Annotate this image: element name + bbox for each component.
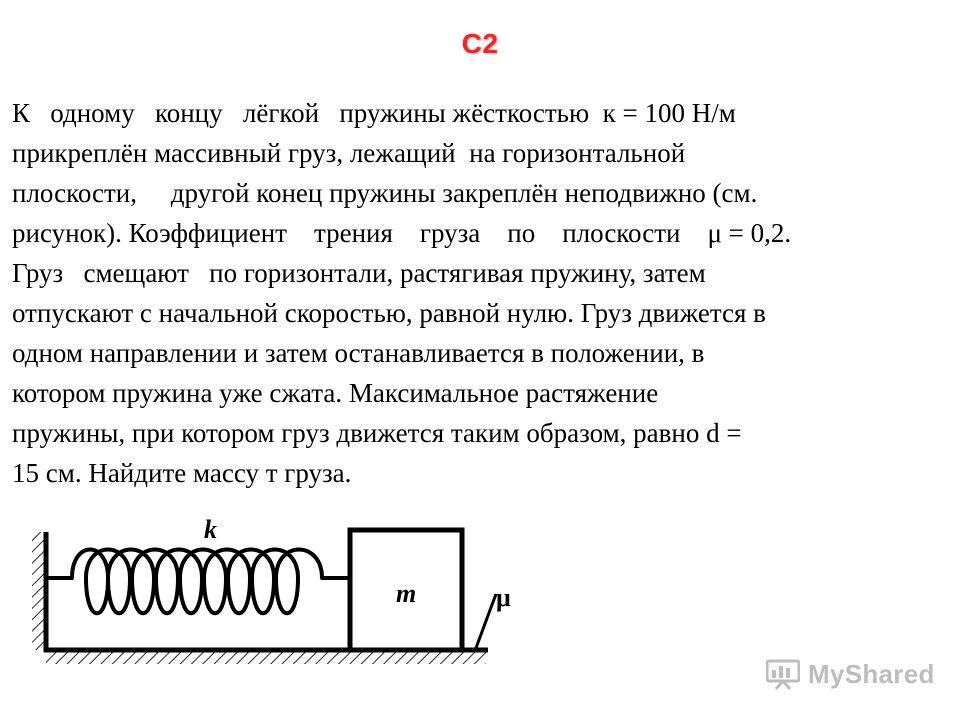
presentation-board-icon [766,658,800,690]
spring-mass-figure [28,510,528,685]
problem-line: К одному концу лёгкой пружины жёсткостью к = 100 Н/м [12,98,736,128]
problem-text [12,93,948,493]
spring-coil [46,550,350,614]
wall-hatching [32,532,44,650]
problem-line: прикреплён массивный груз, лежащий на горизонтальной [12,138,686,168]
problem-line: котором пружина уже сжата. Максимальное растяжение [12,378,659,408]
problem-line: одном направлении и затем останавливается в положении, в [12,338,705,368]
watermark [766,654,935,694]
friction-pointer [476,594,496,648]
problem-line: 15 см. Найдите массу т груза. [12,458,352,488]
problem-line: плоскости, другой конец пружины закреплён неподвижно (см. [12,178,758,208]
problem-line: пружины, при котором груз движется таким образом, равно d = [12,418,742,448]
watermark-text: MyShared [808,658,935,689]
floor-hatching [46,652,486,664]
slide-heading: C2 [461,28,499,59]
mass-label: m [396,579,417,608]
problem-line: отпускают с начальной скоростью, равной нулю. Груз движется в [12,298,766,328]
friction-label: μ [496,583,511,612]
problem-line: Груз смещают по горизонтали, растягивая пружину, затем [12,258,706,288]
spring-label: k [204,515,217,544]
problem-line: рисунок). Коэффициент трения груза по плоскости μ = 0,2. [12,218,792,248]
